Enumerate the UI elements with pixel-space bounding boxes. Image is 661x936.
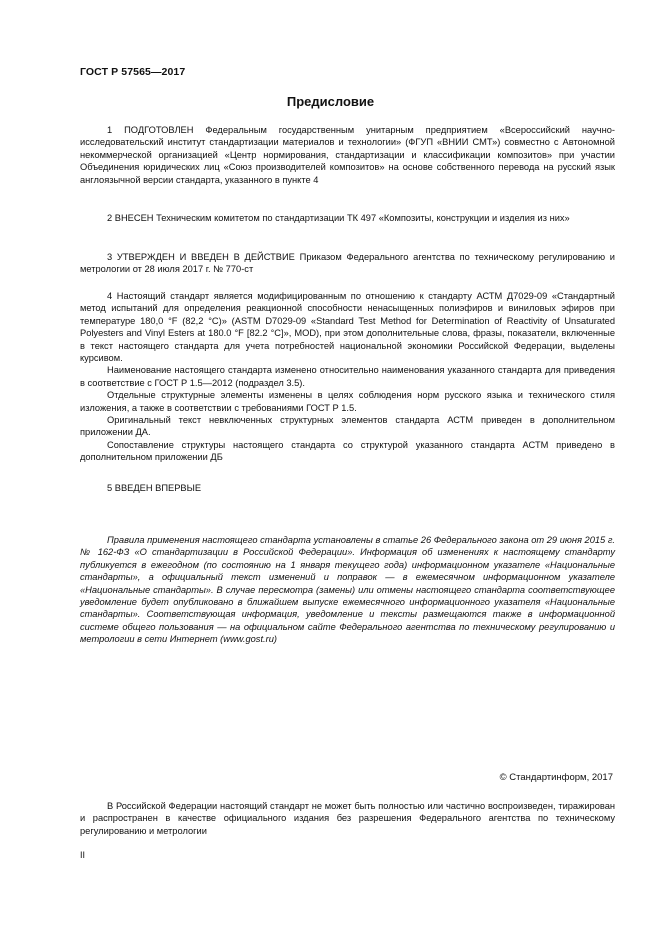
item-3-text: 3 УТВЕРЖДЕН И ВВЕДЕН В ДЕЙСТВИЕ Приказом Федерального агентства по техническому регулированию и метрологии от 28 июля 2017 г. № 770-ст [80, 252, 615, 275]
item-4-structure-change: Отдельные структурные элементы изменены в целях соблюдения норм русского языка и технического стиля изложения, а также в соответствии с требованиями ГОСТ Р 1.5. [80, 390, 615, 413]
page-title: Предисловие [286, 94, 375, 109]
item-4-original-text: Оригинальный текст невключенных структурных элементов стандарта АСТМ приведен в дополнительном приложении ДА. [80, 415, 615, 438]
item-4-main: 4 Настоящий стандарт является модифицированным по отношению к стандарту АСТМ Д7029-09 «Стандартный метод испытаний для определения реакционной способности ненасыщенных полиэфиров и виниловых эфиров при температуре 180,0 °F (82,2 °C)» (ASTM D7029-09 «Standard Test Method for Determination of Reactivity of Unsaturated Polyesters and Vinyl Esters at 180.0 °F [82.2 °C]», MOD), при этом дополнительные слова, фразы, показатели, включенные в текст настоящего стандарта для учета потребностей национальной экономики Российской Федерации, выделены курсивом. [80, 291, 615, 364]
rules-notice [80, 534, 615, 646]
foreword-item-1 [80, 124, 615, 186]
page-number: II [80, 850, 86, 860]
rules-notice-text: Правила применения настоящего стандарта установлены в статье 26 Федерального закона от 29 июня 2015 г. № 162-ФЗ «О стандартизации в Российской Федерации». Информация об изменениях к настоящему стандарту публикуется в ежегодном (по состоянию на 1 января текущего года) информационном указателе «Национальные стандарты», а официальный текст изменений и поправок — в ежемесячном информационном указателе «Национальные стандарты». В случае пересмотра (замены) или отмены настоящего стандарта соответствующее уведомление будет опубликовано в ближайшем выпуске ежемесячного информационного указателя «Национальные стандарты». Соответствующая информация, уведомление и тексты размещаются также в информационной системе общего пользования — на официальном сайте Федерального агентства по техническому регулированию и метрологии в сети Интернет (www.gost.ru) [80, 535, 615, 645]
document-code-header: ГОСТ Р 57565—2017 [80, 66, 186, 78]
item-5-text: 5 ВВЕДЕН ВПЕРВЫЕ [107, 483, 202, 493]
foreword-item-5 [80, 482, 615, 494]
item-4-comparison: Сопоставление структуры настоящего стандарта со структурой указанного стандарта АСТМ приведено в дополнительном приложении ДБ [80, 439, 615, 463]
foreword-item-4 [80, 290, 615, 464]
reproduction-notice-text: В Российской Федерации настоящий стандарт не может быть полностью или частично воспроизведен, тиражирован и распространен в качестве официального издания без разрешения Федерального агентства по техническому регулированию и метрологии [80, 801, 615, 836]
item-2-text: 2 ВНЕСЕН Техническим комитетом по стандартизации ТК 497 «Композиты, конструкции и изделия из них» [107, 213, 570, 223]
foreword-item-3 [80, 251, 615, 276]
foreword-item-2 [80, 212, 615, 224]
copyright-line: © Стандартинформ, 2017 [499, 772, 613, 783]
item-1-text: 1 ПОДГОТОВЛЕН Федеральным государственным унитарным предприятием «Всероссийский научно-исследовательский институт стандартизации материалов и технологии» (ФГУП «ВНИИ СМТ») совместно с Автономной некоммерческой организацией «Центр нормирования, стандартизации и классификации композитов» при участии Объединения юридических лиц «Союз производителей композитов» на основе собственного перевода на русский язык англоязычной версии стандарта, указанного в пункте 4 [80, 125, 615, 185]
reproduction-notice [80, 800, 615, 837]
item-4-name-change: Наименование настоящего стандарта изменено относительно наименования указанного стандарта для приведения в соответствие с ГОСТ Р 1.5—2012 (подраздел 3.5). [80, 365, 615, 388]
